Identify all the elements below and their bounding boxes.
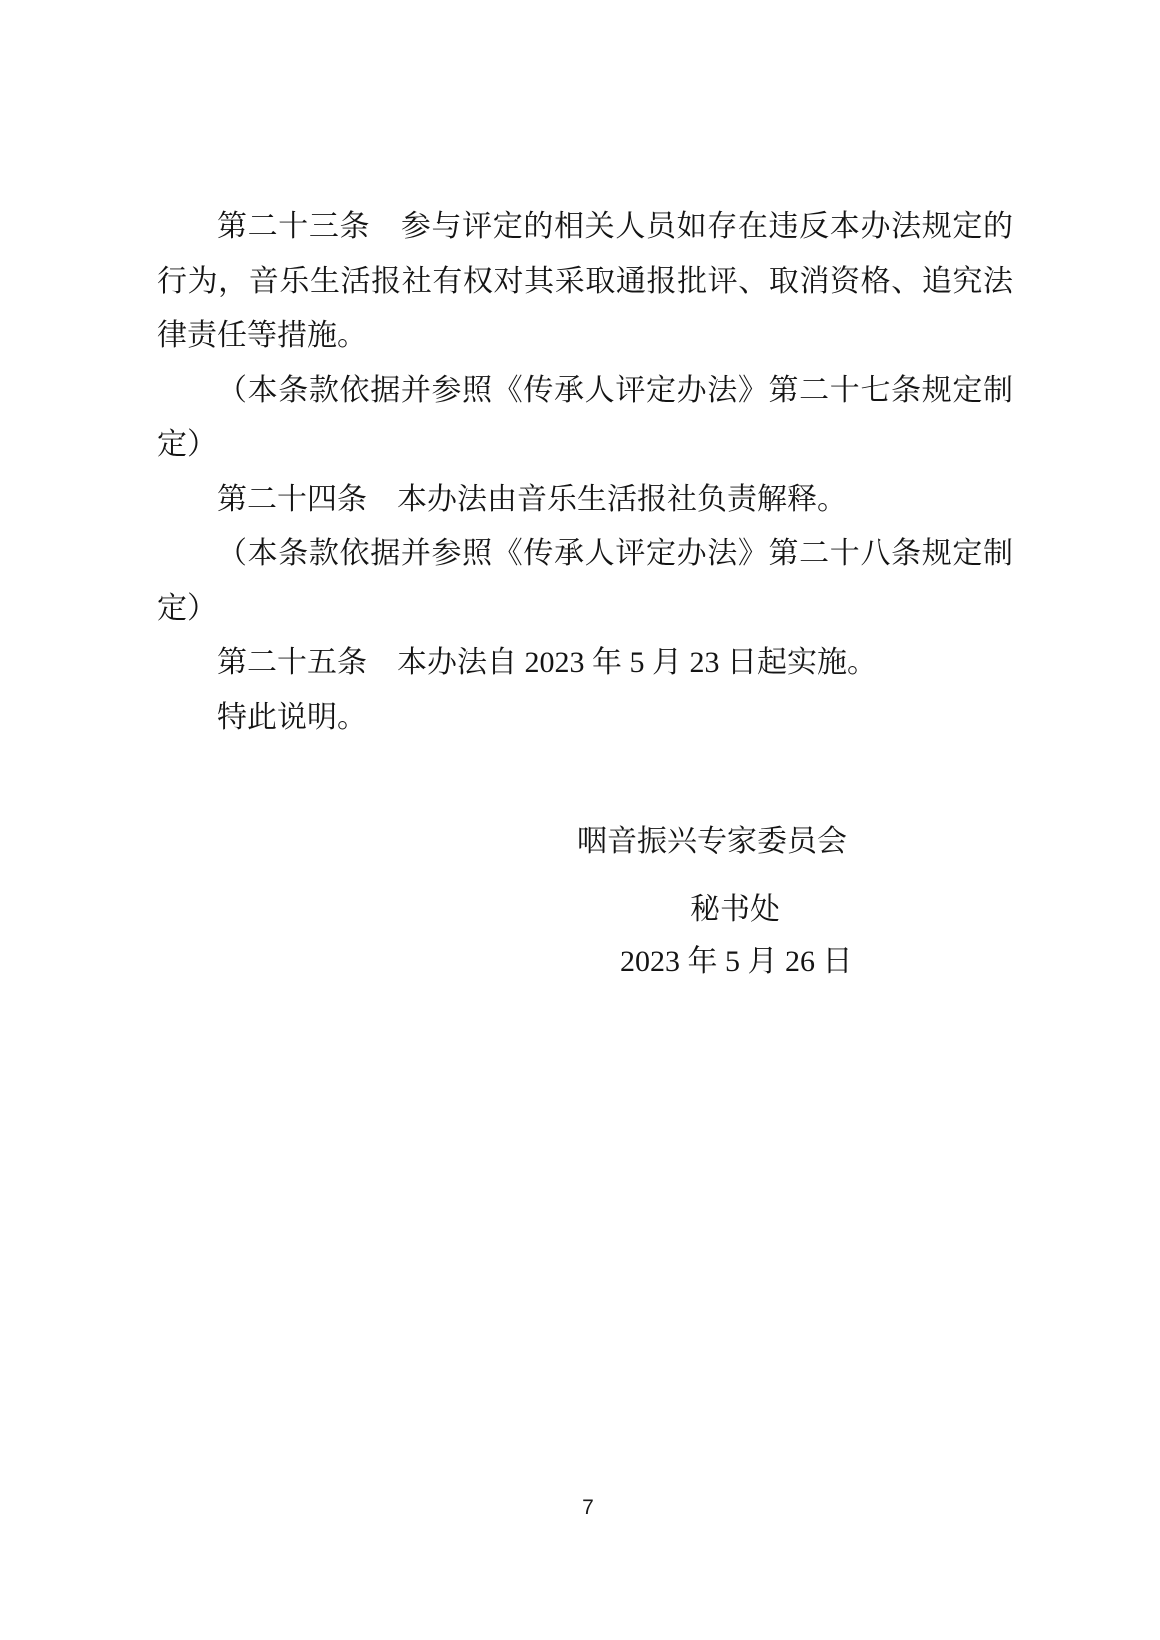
page-number: 7 <box>582 1496 594 1519</box>
document-line: 律责任等措施。 <box>157 319 367 352</box>
document-body <box>157 200 1013 745</box>
document-line: （本条款依据并参照《传承人评定办法》第二十八条规定制 <box>217 537 1013 570</box>
signature-department: 秘书处 <box>690 893 780 926</box>
document-line: 特此说明。 <box>217 700 367 734</box>
document-line: 第二十三条 参与评定的相关人员如存在违反本办法规定的 <box>217 210 1013 243</box>
signature-date: 2023 年 5 月 26 日 <box>620 945 853 978</box>
signature-organization: 咽音振兴专家委员会 <box>577 825 847 858</box>
document-line: 第二十五条 本办法自 2023 年 5 月 23 日起实施。 <box>217 646 877 679</box>
document-line: 第二十四条 本办法由音乐生活报社负责解释。 <box>217 482 847 516</box>
document-line: 定） <box>157 591 217 625</box>
document-line: 行为，音乐生活报社有权对其采取通报批评、取消资格、追究法 <box>157 264 1013 298</box>
document-line: （本条款依据并参照《传承人评定办法》第二十七条规定制 <box>217 373 1013 407</box>
document-line: 定） <box>157 428 217 461</box>
